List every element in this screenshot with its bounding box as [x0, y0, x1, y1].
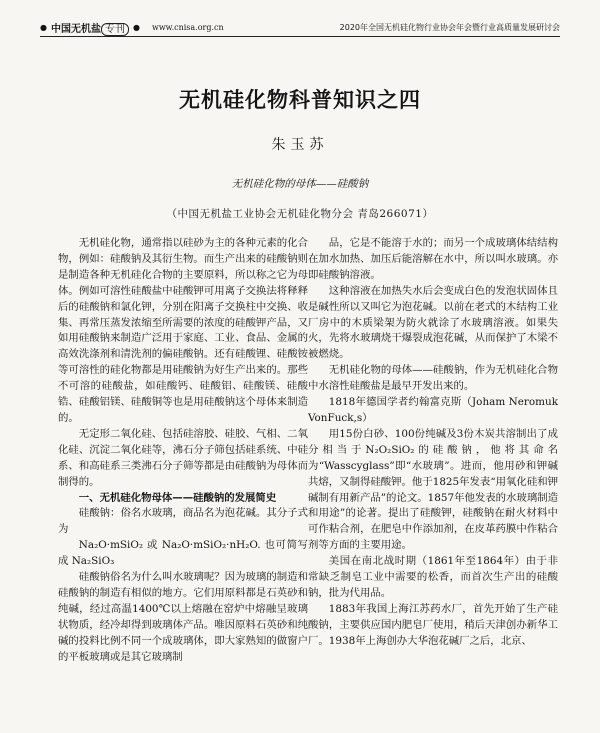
paragraph: 硅酸钠：俗名水玻璃，商品名为泡花碱。其分子式为: [58, 507, 308, 536]
section-heading: 一、无机硅化物母体——硅酸钠的发展简史: [78, 491, 277, 504]
article-affiliation: （中国无机盐工业协会无机硅化物分会 青岛266071）: [166, 208, 434, 220]
paragraph: 硅酸钠俗名为什么叫水玻璃呢？因为玻璃的制造和硅酸钠的制造有相似的地方。它们用原料都是石英砂和纯碱，经过高温1400℃以上熔融在窑炉中熔融呈玻璃状物质，经冷却得到玻璃体产品。唯因原料石英砂和纯碱的投料比例不同一个成玻璃体，即大家熟知的做窗户的平板玻璃或是其它玻璃制: [58, 571, 308, 663]
right-column: [308, 236, 558, 650]
journal-name: 中国无机盐 专刊: [51, 20, 129, 35]
article-subtitle: 无机硅化物的母体——硅酸钠: [231, 178, 369, 190]
paragraph: 无定形二氧化硅、包括硅溶胶、硅胶、气相、二氧化硅、沉淀二氧化硅等，沸石分子筛包括硅系统、中硅系、和高硅系三类沸石分子筛等都是由硅酸钠为母体而制得的。: [58, 427, 308, 488]
conference-name: 2020年全国无机硅化物行业协会年会暨行业高质量发展研讨会: [339, 22, 560, 32]
running-header: [40, 20, 560, 37]
bullet-icon: ●: [132, 22, 140, 32]
paragraph: 1818年德国学者约翰富克斯（Joham Neromuk VonFuck,s）: [308, 396, 558, 424]
paragraph: 这种溶液在加热失水后会变成白色的发泡状固体且是碱性所以又叫它为泡花碱。以前在老式的木结构工业厂房中的木质梁架为防火就涂了水玻璃溶液。如果失火，先将水玻璃烧干爆裂成泡花碱，从而保护了木梁不被燃烧。: [308, 284, 558, 361]
journal-url[interactable]: www.cnisa.org.cn: [151, 22, 224, 32]
left-column: [58, 236, 308, 665]
journal-tag: 专刊: [101, 23, 129, 36]
article-title: 无机硅化物科普知识之四: [179, 88, 421, 112]
article-author: 朱玉苏: [271, 137, 329, 153]
paragraph: 美国在南北战时期（1861年至1864年）由于非常缺乏制皂工业中需要的松香，而首次生产出的硅酸钠，批为代用品。: [308, 555, 558, 599]
paragraph: 1883年我国上海江苏药水厂，首先开始了生产硅酸钠，主要供应国内肥皂厂使用，稍后天津创办新华工厂。1938年上海创办大华泡花碱厂之后，北京、: [308, 602, 558, 647]
paragraph: 无机硅化物，通常指以硅砂为主的各种元素的化合物，例如：硅酸钠及其衍生物。而生产出来的硅酸钠则是制造各种无机硅化合物的主要原料，所以称之它为母体。例如可溶性硅酸盐中硅酸钾可用离子交换法将释释后的硅酸钠和氯化钾，分别在阳离子交换柱中交换、收集、再常压蒸发浓缩至所需要的浓度的硅酸钾产品，又如用硅酸钠来制造广泛用于家庭、工业、食品、金属的高效洗涤剂和清洗剂的偏硅酸钠。还有硅酸锂、硅酸铵等可溶性的硅化物都是用硅酸钠为好生产出来的。那些不可溶的硅酸盐，如硅酸钙、硅酸铝、硅酸镁、硅酸锆、硅酸铝镁、硅酸铜等也是用硅酸钠这个母体来制造的。: [58, 237, 308, 424]
bullet-icon: ●: [40, 22, 47, 32]
formula: Na₂O·mSiO₂ 或 Na₂O·mSiO₂·nH₂O. 也可简写成 Na₂SiO₃: [58, 539, 308, 568]
journal-block: [40, 20, 224, 35]
paragraph: 用15份白砂、100份纯碱及3份木炭共溶制出了成分相当于N₂O₂SiO₂的硅酸钠，他将其命名为“Wasscyglass”即“水玻璃”。进而，他用砂和钾碱共熔，又制得硅酸钾。他于1825年发表“用氧化硅和钾碱制有用新产品”的论文。1857年他发表的水玻璃制造和用途”的论著。提出了硅酸钾，硅酸钠在耐火材料中可作粘合剂，在肥皂中作添加剂，在皮革药膜中作粘合剂等方面的主要用途。: [308, 427, 558, 552]
paragraph: 品，它是不能溶于水的；而另一个成玻璃体结结构在加水加热、加压后能溶解在水中，所以叫水玻璃。亦即硅酸钠溶液。: [308, 237, 558, 281]
paragraph: 无机硅化物的母体——硅酸钠，作为无机硅化合物中水溶性硅酸盐是最早开发出来的。: [308, 364, 558, 393]
